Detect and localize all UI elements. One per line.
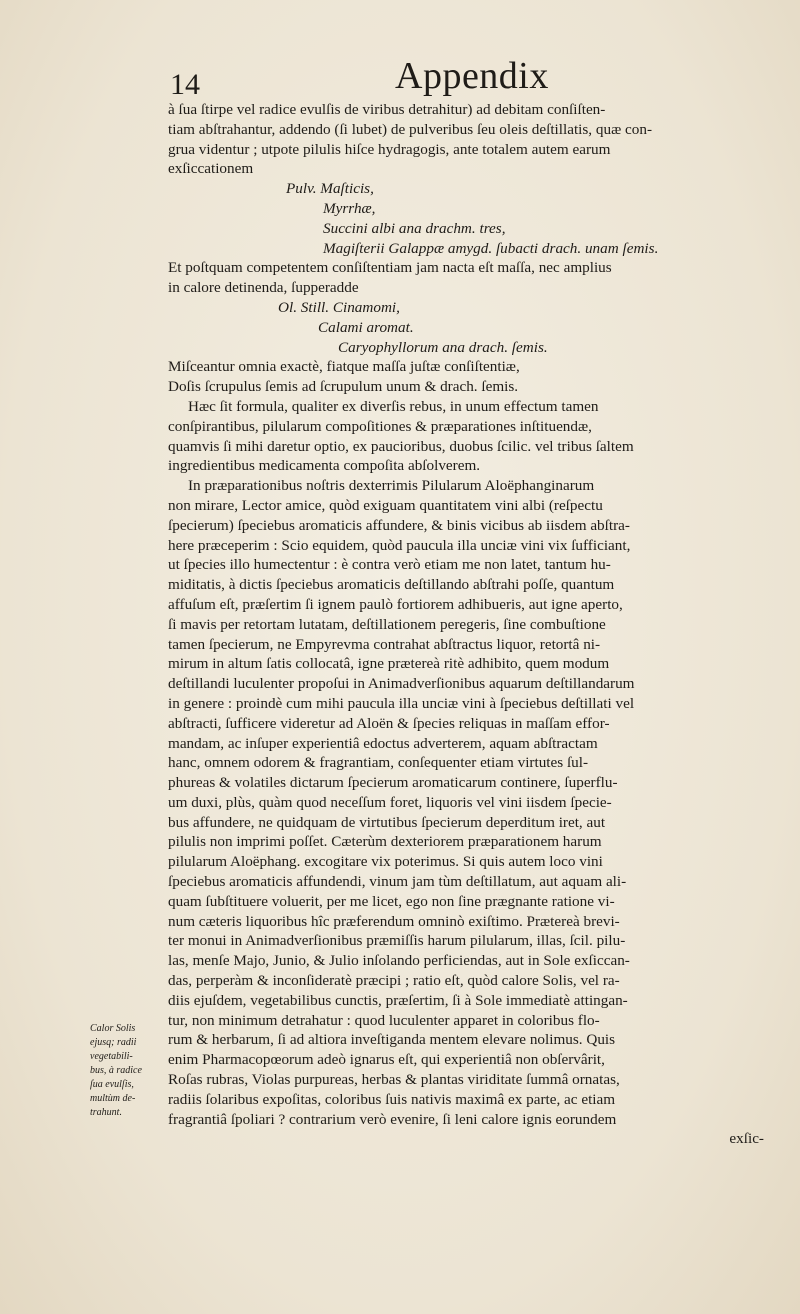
recipe-line: Caryophyllorum ana drach. ſemis. [338, 338, 548, 356]
text-line: phureas & volatiles dictarum ſpecierum aromaticarum continere, ſuperflu- [168, 774, 618, 792]
text-line: das, perperàm & inconſideratè præcipi ; ratio eſt, quòd calore Solis, vel ra- [168, 972, 620, 990]
recipe-line: Pulv. Maſticis, [286, 180, 374, 198]
text-line: tur, non minimum detrahatur : quod luculenter apparet in coloribus flo- [168, 1011, 600, 1029]
text-line: mandam, ac inſuper experientiâ edoctus adverterem, aquam abſtractam [168, 734, 598, 752]
text-line: miditatis, à dictis ſpeciebus aromaticis deſtillando abſtrahi poſſe, quantum [168, 576, 615, 594]
text-line: ingredientibus medicamenta compoſita abſolverem. [168, 457, 481, 475]
text-line: las, menſe Majo, Junio, & Julio inſolando perficiendas, aut in Sole exſiccan- [168, 952, 630, 970]
text-line: quamvis ſi mihi daretur optio, ex paucioribus, duobus ſcilic. vel tribus ſaltem [168, 437, 634, 455]
text-line: rum & herbarum, ſi ad altiora inveſtiganda mentem elevare nolimus. Quis [168, 1031, 616, 1049]
text-line: grua videntur ; utpote pilulis hiſce hydragogis, ante totalem autem earum [168, 140, 611, 158]
running-head: Appendix [395, 55, 549, 97]
margin-note-line: Calor Solis [90, 1023, 136, 1034]
text-line: tamen ſpecierum, ne Empyrevma contrahat abſtractus liquor, retortâ ni- [168, 635, 601, 653]
catchword: exſic- [729, 1130, 764, 1148]
text-line: Et poſtquam competentem conſiſtentiam jam nacta eſt maſſa, nec amplius [168, 259, 612, 277]
margin-note-line: multùm de- [90, 1093, 136, 1104]
text-line: Miſceantur omnia exactè, fiatque maſſa juſtæ conſiſtentiæ, [168, 358, 520, 376]
paragraph-start: In præparationibus noſtris dexterrimis Pilularum Aloëphanginarum [188, 477, 595, 495]
text-line: ſi mavis per retortam lutatam, deſtillationem peregeris, ſine combuſtione [168, 615, 606, 633]
text-line: exſiccationem [168, 160, 254, 178]
text-line: non mirare, Lector amice, quòd exiguam quantitatem vini albi (reſpectu [168, 496, 603, 514]
page-number: 14 [170, 68, 200, 101]
text-line: à ſua ſtirpe vel radice evulſis de viribus detrahitur) ad debitam conſiſten- [168, 101, 606, 118]
body-text [168, 100, 768, 1149]
text-line: tiam abſtrahantur, addendo (ſi lubet) de pulveribus ſeu oleis deſtillatis, quæ con- [168, 120, 653, 138]
text-line: diis ejuſdem, vegetabilibus cunctis, præſertim, ſi à Sole immediatè attingan- [168, 991, 628, 1009]
text-line: abſtracti, ſufficere videretur ad Aloën & ſpecies reliquas in maſſam effor- [168, 714, 610, 732]
margin-note-line: ſua evulſis, [90, 1079, 134, 1090]
margin-note [90, 1022, 168, 1120]
text-line: Doſis ſcrupulus ſemis ad ſcrupulum unum & drach. ſemis. [168, 378, 519, 396]
recipe-line: Calami aromat. [318, 318, 414, 336]
text-line: ſpeciebus aromaticis affundendi, vinum jam tùm deſtillatum, aut aquam ali- [168, 873, 627, 891]
text-line: in calore detinenda, ſupperadde [168, 279, 359, 297]
recipe-line: Myrrhæ, [323, 199, 376, 217]
text-line: ſpecierum) ſpeciebus aromaticis affundere, & binis vicibus ab iisdem abſtra- [168, 516, 630, 534]
text-line: conſpirantibus, pilularum compoſitiones & præparationes inſtituendæ, [168, 417, 592, 435]
text-line: um duxi, plùs, quàm quod neceſſum foret, liquoris vel vini iisdem ſpecie- [168, 793, 612, 811]
text-line: pilularum Aloëphang. excogitare vix poterimus. Si quis autem loco vini [168, 853, 603, 871]
recipe-line: Magiſterii Galappæ amygd. ſubacti drach. unam ſemis. [323, 239, 659, 257]
text-line: radiis ſolaribus expoſitas, coloribus ſuis nativis maximâ ex parte, ac etiam [168, 1090, 616, 1108]
text-line: deſtillandi luculenter propoſui in Animadverſionibus aquarum deſtillandarum [168, 675, 635, 693]
margin-note-line: vegetabili- [90, 1051, 133, 1062]
margin-note-line: ejusq; radii [90, 1037, 137, 1048]
text-line: affuſum eſt, præſertim ſi ignem paulò fortiorem adhibueris, aut igne aperto, [168, 595, 623, 613]
page-header [0, 54, 800, 101]
text-line: bus affundere, ne quidquam de virtutibus ſpecierum deperditum iret, aut [168, 813, 606, 831]
text-line: hanc, omnem odorem & fragrantiam, conſequenter etiam virtutes ſul- [168, 754, 589, 772]
text-line: mirum in altum ſatis collocatâ, igne prætereà ritè adhibito, quem modum [168, 655, 610, 673]
text-line: num cæteris liquoribus hîc præferendum omninò exiſtimo. Prætereà brevi- [168, 912, 620, 930]
text-line: fragrantiâ ſpoliari ? contrarium verò evenire, ſi leni calore ignis eorundem [168, 1110, 617, 1128]
text-line: enim Pharmacopœorum adeò ignarus eſt, qui experientiâ non obſervârit, [168, 1051, 605, 1069]
text-line: quam ſubſtituere voluerit, per me licet, ego non ſine prægnante ratione vi- [168, 892, 615, 910]
margin-note-line: bus, à radice [90, 1065, 142, 1076]
recipe-line: Ol. Still. Cinamomi, [278, 298, 400, 316]
text-line: here præceperim : Scio equidem, quòd paucula illa unciæ vini vix ſufficiant, [168, 536, 631, 554]
recipe-line: Succini albi ana drachm. tres, [323, 219, 506, 237]
margin-note-line: trahunt. [90, 1107, 122, 1118]
text-line: ter monui in Animadverſionibus præmiſſis harum pilularum, illas, ſcil. pilu- [168, 932, 626, 950]
text-line: ut ſpecies illo humectentur : è contra verò etiam me non latet, tantum hu- [168, 556, 611, 574]
paragraph-start: Hæc ſit formula, qualiter ex diverſis rebus, in unum effectum tamen [188, 397, 599, 415]
text-line: Roſas rubras, Violas purpureas, herbas & plantas viriditate ſummâ ornatas, [168, 1071, 620, 1089]
text-line: pilulis non imprimi poſſet. Cæterùm dexteriorem præparationem harum [168, 833, 602, 851]
text-line: in genere : proindè cum mihi paucula illa unciæ vini à ſpeciebus deſtillati vel [168, 694, 635, 712]
